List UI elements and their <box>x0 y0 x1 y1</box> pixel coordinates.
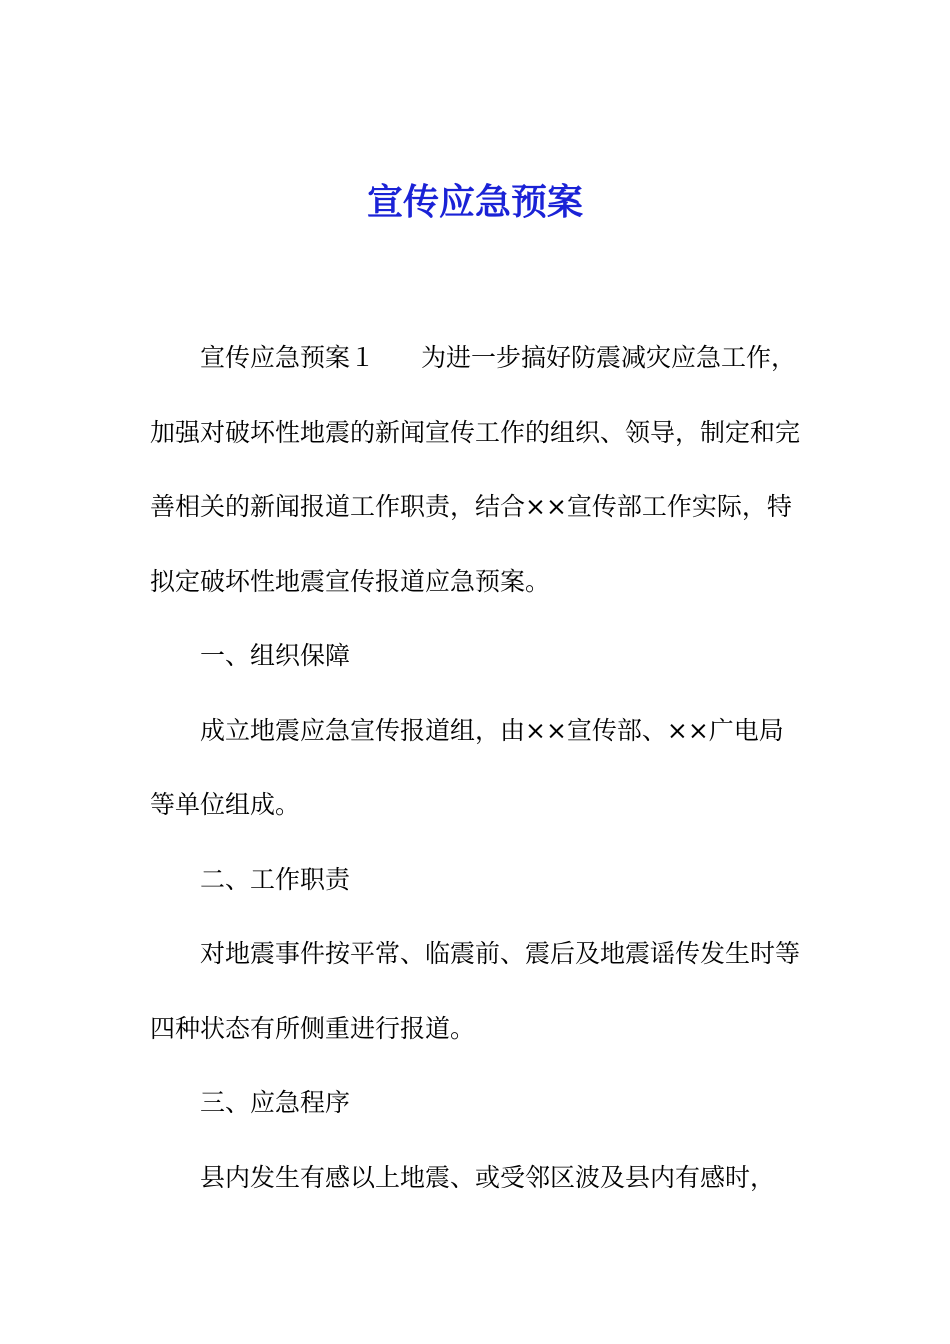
section-heading-3: 三、应急程序 <box>200 1088 351 1117</box>
intro-lead: 宣传应急预案１ <box>200 343 376 372</box>
section-body-1: 成立地震应急宣传报道组，由××宣传部、××广电局等单位组成。 <box>150 715 784 819</box>
intro-paragraph <box>150 321 800 619</box>
section-body-3: 县内发生有感以上地震、或受邻区波及县内有感时， <box>200 1162 776 1192</box>
section-heading-2: 二、工作职责 <box>200 864 351 894</box>
document-title: 宣传应急预案 <box>366 181 583 223</box>
section-heading-1: 一、组织保障 <box>200 641 351 670</box>
section-body-2: 对地震事件按平常、临震前、震后及地震谣传发生时等四种状态有所侧重进行报道。 <box>150 939 801 1043</box>
document-body <box>150 321 800 1215</box>
intro-text: 为进一步搞好防震减灾应急工作，加强对破坏性地震的新闻宣传工作的组织、领导，制定和完善相关的新闻报道工作职责，结合××宣传部工作实际，特拟定破坏性地震宣传报道应急预案。 <box>150 343 801 596</box>
